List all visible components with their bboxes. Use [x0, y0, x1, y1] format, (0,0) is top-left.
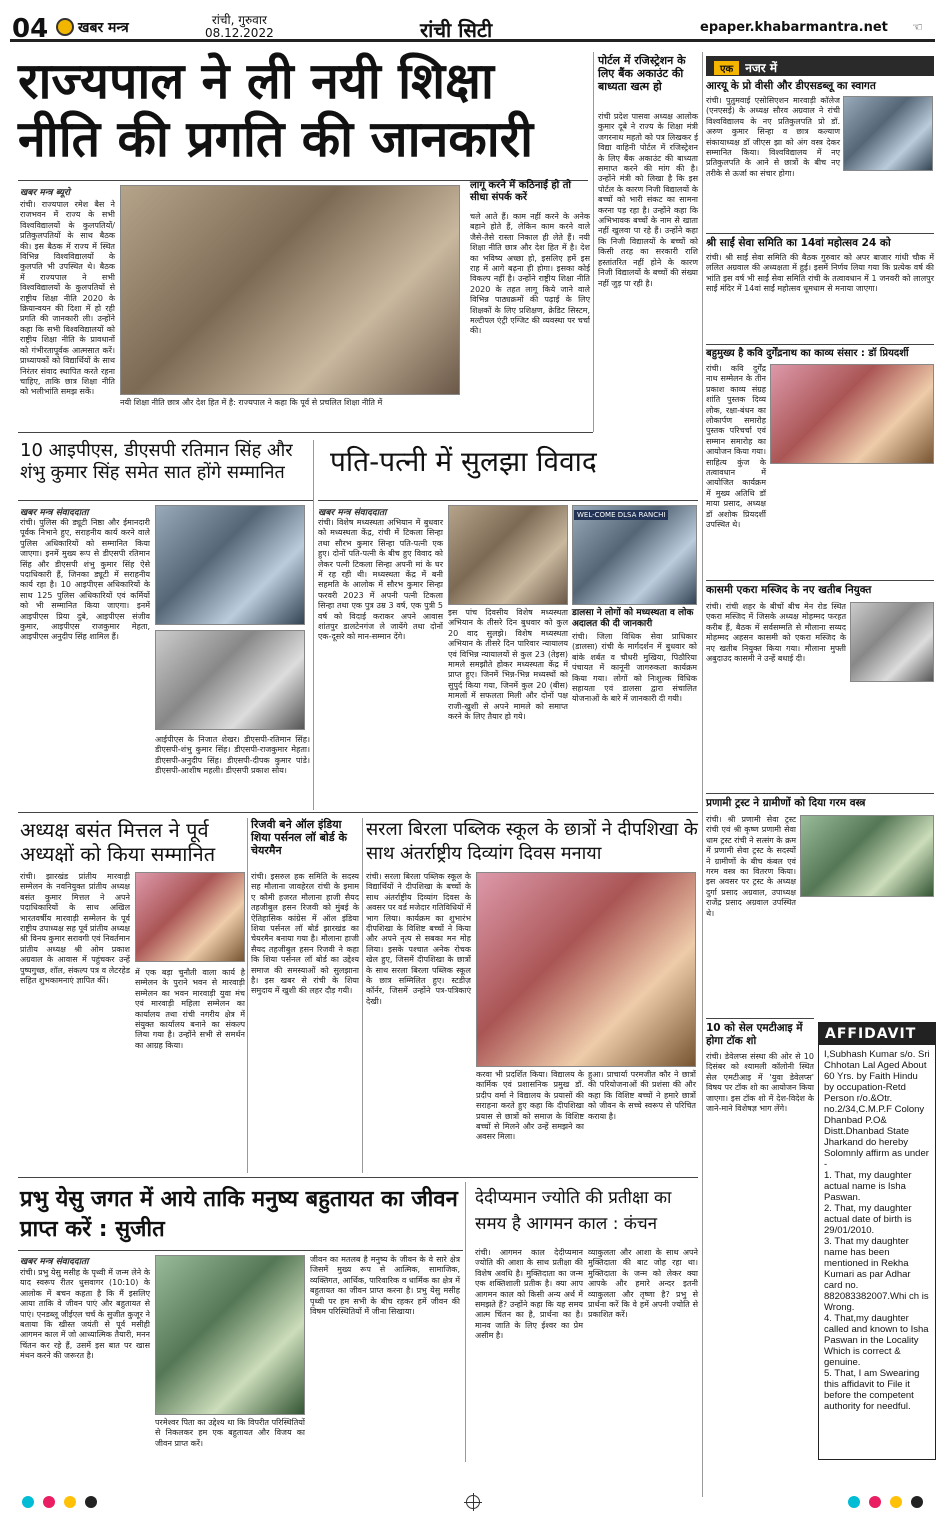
ips-byline: खबर मन्त्र संवाददाता	[20, 508, 89, 518]
divider	[18, 812, 698, 813]
nazar-s6-body: रांची। डेवेलप्स संस्था की ओर से 10 दिसंबर को श्यामली कॉलोनी स्थित सेल एमटीआइ में 'युवा डेवेलप्स' विषय पर टॉक शो का आयोजन किया जाएगा। इस टॉक शो में देश-विदेश के जाने-माने विशेषज्ञ भाग लेंगे।	[706, 1052, 814, 1114]
prabhu-byline: खबर मन्त्र संवाददाता	[20, 1257, 89, 1267]
affidavit-body	[819, 1045, 935, 1416]
lead-body: रांची। राज्यपाल रमेश बैस ने राजभवन में राज्य के सभी विश्वविद्यालयों के कुलपतियों/प्रतिकुलपतियों के साथ बैठक की। इस बैठक में राज्य में स्थित विभिन्न विश्वविद्यालयों के कुलपति भी उपस्थित थे। बैठक में राज्यपाल ने सभी विश्वविद्यालयों के कुलपतियों से राष्ट्रीय शिक्षा नीति 2020 के क्रियान्वयन की दिशा में हो रही प्रगति की जानकारी ली। उन्होंने कहा कि सभी विश्वविद्यालयों को राष्ट्रीय शिक्षा नीति के प्रावधानों को गंभीरतापूर्वक आत्मसात करें। प्राध्यापकों को विद्यार्थियों के साथ निरंतर संवाद स्थापित करते रहना चाहिए, ताकि छात्र शिक्षा नीति को भलीभांति समझ सकें।	[20, 200, 115, 397]
lead-photo-caption: नयी शिक्षा नीति छात्र और देश हित में है: राज्यपाल ने कहा कि पूर्व से प्रचलित शिक्षा नीति में	[120, 398, 383, 407]
basant-body: रांची। झारखंड प्रांतीय मारवाड़ी सम्मेलन के नवनियुक्त प्रांतीय अध्यक्ष बसंत कुमार मित्तल ने अपने पदाधिकारियों के साथ अखिल भारतवर्षीय मारवाड़ी सम्मेलन के पूर्व राष्ट्रीय उपाध्यक्ष सह पूर्व प्रांतीय अध्यक्ष श्री विनय कुमार सरावगी एवं निवर्तमान प्रांतीय अध्यक्ष श्री ओम प्रकाश अग्रवाल के आवास में पहुंचकर उन्हें पुष्पगुच्छ, शॉल, संकल्प पत्र व लेटरहेड सहित शुभकामनाएं ज्ञापित कीं।	[20, 872, 130, 986]
divider	[706, 793, 934, 794]
affidavit-intro: I,Subhash Kumar s/o. Sri Chhotan Lal Aged About 60 Yrs. by Faith Hindu by occupation-Retd Person r/o.&Otr. no.2/34,C.M.P.F Colony Dhanbad P.O& Distt.Dhanbad State Jharkand do hereby Solomnly affirm as under -	[824, 1049, 930, 1170]
column-rule	[465, 1182, 466, 1462]
lead-byline: खबर मन्त्र ब्यूरो	[20, 188, 70, 198]
ips-photo-1	[155, 505, 305, 625]
dateline	[205, 14, 274, 40]
nazar-s3-body-a	[706, 364, 766, 530]
ips-caption: आईपीएस के निजात शेखर। डीएसपी-रतिमान सिंह। डीएसपी-शंभु कुमार सिंह। डीएसपी-राजकुमार मेहता। डीएसपी-अनुदीप सिंह। डीएसपी-दीपक कुमार पांडे। डीएसपी-आशीष महली। डीएसपी प्रकाश सोय।	[155, 735, 310, 776]
affidavit-point-3: 3. That my daughter name has been mentioned in Rekha Kumari as par Adhar card no. 882083382007.Whi ch is Wrong.	[824, 1236, 929, 1313]
section-title: रांची सिटी	[420, 18, 493, 42]
magenta-dot-icon	[43, 1496, 55, 1508]
ips-photo-2	[155, 630, 305, 730]
city-day: रांची, गुरुवार	[211, 13, 267, 27]
nazar-s5-body: रांची। श्री प्रणामी सेवा ट्रस्ट रांची एवं श्री कृष्ण प्रणामी सेवा धाम ट्रस्ट रांची ने सत्संग के क्रम में प्रणामी सेवा ट्रस्ट के सदस्यों ने ग्रामीणों के बीच कंबल एवं गरम वस्त्र का वितरण किया। इस अवसर पर ट्रस्ट के अध्यक्ष दुर्गा प्रसाद अग्रवाल, उपाध्यक्ष राजेंद्र प्रसाद अग्रवाल उपस्थित थे।	[706, 815, 796, 918]
footer-color-marks	[20, 1495, 925, 1509]
nazar-s4-photo	[850, 602, 934, 682]
spouse-byline: खबर मन्त्र संवाददाता	[318, 508, 387, 518]
black-dot-icon	[911, 1496, 923, 1508]
deepyaman-body: रांची। आगमन काल देदीप्यमान ज्योति की आशा के साथ प्रतीक्षा की विशेष अवधि है। मुक्तिदाता का जन्म एक शक्तिशाली प्रतीक है। क्या आप आगमन काल को किसी अन्य अर्थ में समझते हैं? उन्होंने कहा कि यह समय आत्म चिंतन का है, प्रार्थना का है। मानव जाति के लिए ईश्वर का प्रेम असीम है।	[475, 1248, 583, 1341]
basant-headline: अध्यक्ष बसंत मित्तल ने पूर्व अध्यक्षों को किया सम्मानित	[20, 818, 216, 866]
sarla-headline: सरला बिरला पब्लिक स्कूल के छात्रों ने दीपशिखा के साथ अंतर्राष्ट्रीय दिव्यांग दिवस मनाया	[366, 819, 698, 864]
nazar-s4-body: रांची। रांची शहर के बीचों बीच मेन रोड स्थित एकरा मस्जिद में जिसके अध्यक्ष मोहम्मद फरहत करीब हैं, बैठक में सर्वसम्मति से मौलाना सय्यद मोहम्मद अहसन कासमी को एकरा मस्जिद के नए खतीब नियुक्त किया गया। मौलाना मुफ्ती अबुदाउद कासमी ने उन्हें बधाई दी।	[706, 602, 846, 664]
nazar-s5-photo	[800, 815, 934, 897]
affidavit-point-2: 2. That, my daughter actual date of birth is 29/01/2010.	[824, 1203, 912, 1236]
color-dots-right	[846, 1493, 925, 1512]
portal-body: रांची प्रदेश पासवा अध्यक्ष आलोक कुमार दूबे ने राज्य के शिक्षा मंत्री जगरनाथ महतो को पत्र लिखकर ई विद्या वाहिनी पोर्टल में रजिस्ट्रेशन के लिए बैंक अकाउंट की बाध्यता समाप्त करने की मांग की है। उन्होंने मंत्री को लिखा है कि इस पोर्टल के कारण निजी विद्यालयों के बच्चों को भारी संकट का सामना करना पड़ रहा है। उन्होंने कहा कि अभिभावक बच्चों के नाम से खाता नहीं खुलवा पा रहे हैं। उन्होंने कहा कि निजी विद्यालयों के बच्चों को किसी तरह का सरकारी राशि हस्तांतरित नहीं होने के कारण निजी विद्यालयों के बच्चों की संख्या नहीं जुड़ पा रही है।	[598, 112, 698, 288]
divider	[18, 500, 313, 501]
nazar-s2-body: रांची। श्री साईं सेवा समिति की बैठक गुरुवार को अपर बाजार गांधी चौक में ललित अग्रवाल की अध्यक्षता में हुई। इसमें निर्णय लिया गया कि प्रत्येक वर्ष की भांति इस वर्ष भी साईं सेवा समिति रांची के तत्वावधान में 1 जनवरी को लालपुर साईं मंदिर में 14वां साईं महोत्सव धूमधाम से मनाया जाएगा।	[706, 253, 934, 294]
rizvi-body: रांची। इसरुल हक समिति के सदस्य सह मौलाना जावहेरल रांची के इमाम ए कौमी हजरत मौलाना हाजी सैयद तहजीबुल हसन रिजवी को मुंबई के ऐतिहासिक कांग्रेस में ऑल इंडिया शिया पर्सनल लॉ बोर्ड झारखंड का चेयरमैन बनाया गया है। मौलाना हाजी सैयद तहजीबुल हसन रिजवी ने कहा कि शिया पर्सनल लॉ बोर्ड का उद्देश्य समाज की समस्याओं को सुलझाना है। इस खबर से रांची के शिया समुदाय में खुशी की लहर दौड़ गयी।	[251, 872, 359, 996]
brand-logo-icon	[56, 18, 74, 36]
color-dots-left	[20, 1493, 99, 1512]
nazar-header	[706, 56, 934, 76]
page-number: 04	[12, 14, 49, 44]
dlsa-body: रांची। जिला विधिक सेवा प्राधिकार (डालसा) रांची के मार्गदर्शन में बुधवार को बांके शर्बत व चौधरी मुखिया, पिठौरिया पंचायत में कानूनी जागरुकता कार्यक्रम किया गया। लोगों को निःशुल्क विधिक सहायता एवं डालसा द्वारा संचालित योजनाओं के बारे में जानकारी दी गयी।	[572, 632, 697, 704]
brand-name: खबर मन्त्र	[78, 20, 129, 36]
sarla-photo	[476, 872, 696, 1067]
nazar-s1-photo	[843, 96, 933, 171]
prabhu-body-2: जीवन का मतलब है मनुष्य के जीवन के वे सारे क्षेत्र जिसमें मुख्य रूप से आत्मिक, सामाजिक, व्यक्तिगत, आर्थिक, पारिवारिक व धार्मिक का क्षेत्र में बहुतायत का जीवन प्राप्त करना है। प्रभु येसु मसीह पृथ्वी पर हम सभी के बीच रहकर हमें जीवन की विषम परिस्थितियों में जीना सिखाया।	[310, 1255, 460, 1317]
column-rule	[702, 52, 703, 1497]
ips-body: रांची। पुलिस की ड्यूटी निष्ठा और ईमानदारी पूर्वक निभाने हुए, सराहनीय कार्य करने वाले पुलिस अधिकारियों को सम्मानित किया जाएगा। इनमें मुख्य रूप से डीएसपी रतिमान सिंह और डीएसपी शंभु कुमार सिंह ऐसे पदाधिकारी हैं, जिनका ड्यूटी में सराहनीय कार्य रहा है। 10 आइपीएस अधिकारियों के साथ 125 पुलिस अधिकारियों एवं कर्मियों को भी सम्मानित किया जाएगा। इनमें आइपीएस प्रिया दुबे, आइपीएस संजीव कुमार, आइपीएस राजकुमार मेहता, आइपीएस अनुदीप सिंह शामिल हैं।	[20, 518, 150, 642]
spouse-photo-1	[448, 505, 568, 605]
black-dot-icon	[85, 1496, 97, 1508]
prabhu-photo	[155, 1255, 305, 1415]
nazar-s5-headline: प्रणामी ट्रस्ट ने ग्रामीणों को दिया गरम वस्त्र	[706, 797, 866, 809]
lead-subhead: लागू करने में कठिनाई हो तो सीधा संपर्क करें	[470, 180, 572, 203]
nazar-s6-headline: 10 को सेल एमटीआइ में होगा टॉक शो	[706, 1022, 803, 1047]
divider	[18, 1250, 463, 1251]
divider	[706, 344, 934, 345]
prabhu-body: रांची। प्रभु येसु मसीह के पृथ्वी में जन्म लेने के याद स्वरूप रीतर धुसवागर (10:10) के आलोक में बचन कहता है कि मैं इसलिए आया ताकि वे जीवन पाएं और बहुतायत से पाएं। एनडब्लू जीईएल चर्च के सुजीत कुजूर ने बताया कि खीस्त जयंती से पूर्व मसीही आगमन काल में जो आध्यात्मिक तैयारी, मनन चिंतन कर रहे हैं, उसमें इस बात पर खास मंथन करने की जरूरत है।	[20, 1268, 150, 1361]
prabhu-headline: प्रभु येसु जगत में आये ताकि मनुष्य बहुतायत का जीवन प्राप्त करें : सुजीत	[20, 1187, 458, 1242]
prabhu-caption: परमेश्वर पिता का उद्देश्य था कि विपरीत परिस्थितियों से निकलकर हम एक बहुतायत और विजय का जीवन प्राप्त करें।	[155, 1418, 305, 1448]
registration-mark-icon	[466, 1495, 480, 1509]
column-rule	[362, 818, 363, 1173]
divider	[318, 500, 698, 501]
issue-date: 08.12.2022	[205, 26, 274, 40]
cyan-dot-icon	[848, 1496, 860, 1508]
lead-headline: राज्यपाल ने ली नयी शिक्षा नीति की प्रगति की जानकारी	[18, 51, 534, 168]
yellow-dot-icon	[64, 1496, 76, 1508]
nazar-s1-headline: आरयू के प्रो वीसी और डीएसडब्लू का स्वागत	[706, 80, 876, 92]
divider	[18, 432, 593, 433]
nazar-tag: एक	[714, 61, 739, 75]
divider	[706, 580, 934, 581]
column-rule	[593, 52, 594, 432]
rizvi-headline: रिजवी बने ऑल इंडिया शिया पर्सनल लॉ बोर्ड के चेयरमैन	[251, 818, 347, 858]
lead-photo	[120, 185, 460, 395]
dlsa-banner: WEL-COME DLSA RANCHI	[574, 510, 668, 520]
ips-headline: 10 आइपीएस, डीएसपी रतिमान सिंह और शंभु कुमार सिंह समेत सात होंगे सम्मानित	[20, 440, 293, 483]
yellow-dot-icon	[890, 1496, 902, 1508]
divider	[706, 233, 934, 234]
cyan-dot-icon	[22, 1496, 34, 1508]
magenta-dot-icon	[869, 1496, 881, 1508]
column-rule	[247, 818, 248, 1173]
lead-body-2: चले आते हैं। काम नहीं करने के अनेक बहाने होते हैं, लेकिन काम करने वाले जैसे-तैसे रास्ता निकाल ही लेते हैं। नयी शिक्षा नीति छात्र और देश हित में है। देश का भविष्य अच्छा हो, इसलिए हमें इस राह में आगे बढ़ना ही होगा। इसका कोई विकल्प नहीं है। उन्होंने राष्ट्रीय शिक्षा नीति 2020 के तहत लागू किये जाने वाले विभिन्न पाठ्यक्रमों की पढ़ाई के लिए शिक्षकों के लिए प्रशिक्षण, क्रेडिट सिस्टम, मल्टीपल एंट्री एग्जिट की व्यवस्था पर चर्चा की।	[470, 212, 590, 336]
affidavit-title: AFFIDAVIT	[819, 1023, 935, 1045]
sarla-body: रांची। सरला बिरला पब्लिक स्कूल के विद्यार्थियों ने दीपशिखा के बच्चों के साथ अंतर्राष्ट्रीय दिव्यांग दिवस के अवसर पर वर्ड मजेदार गतिविधियों में भाग लिया। कार्यक्रम का शुभारंभ दीपशिखा के विशिष्ट बच्चों ने किया और अपने नृत्य से सबका मन मोह लिया। इसके पश्चात अनेक रोचक खेल हुए, जिसमें दीपशिखा के छात्रों के साथ सरला बिरला पब्लिक स्कूल के छात्र सम्मिलित हुए। स्टडीज़ कॉर्नर, जिसमें उन्होंने पत्र-पत्रिकाएं देखी।	[366, 872, 471, 1006]
epaper-link[interactable]: epaper.khabarmantra.net	[700, 20, 888, 35]
nazar-title: नजर में	[745, 61, 778, 75]
sarla-caption: करवा भी प्रदर्शित किया। विद्यालय के कार्मिक एवं प्रशासनिक प्रमुख डॉ. प्रदीप वर्मा ने विद्यालय के प्रयासों की सराहना करते हुए कहा कि दीपशिखा प्रयास से छात्रों को समाज के विशिष्ट बच्चों से मिलने और उन्हें समझने का अवसर मिला।	[476, 1070, 584, 1142]
dlsa-subhead: डालसा ने लोगों को मध्यस्थता व लोक अदालत की दी जानकारी	[572, 608, 694, 629]
affidavit-point-4: 4. That,my daughter called and known to Isha Paswan in the Locality Which is correct & genuine.	[824, 1313, 929, 1368]
spouse-photo-2	[572, 505, 697, 605]
sarla-caption-2: हुआ। प्राचार्या परमजीत कौर ने छात्रों की परियोजनाओं की प्रशंसा की और कहा कि विशिष्ट बच्चों ने हमारे छात्रों को जीवन के सच्चे स्वरूप से परिचित कराया है।	[588, 1070, 696, 1121]
nazar-s2-headline: श्री साईं सेवा समिति का 14वां महोत्सव 24 को	[706, 237, 891, 249]
nazar-s3-photo	[770, 364, 934, 464]
spouse-headline: पति-पत्नी में सुलझा विवाद	[330, 445, 597, 478]
spouse-body: रांची। विशेष मध्यस्थता अभियान में बुधवार को मध्यस्थता केंद्र, रांची में टिकला सिन्हा तथा सौरभ कुमार सिन्हा पति-पत्नी एक हुए। दोनों पति-पत्नी के बीच हुए विवाद को लेकर पत्नी टिकला सिन्हा अपनी मां के घर में रह रही थी। मध्यस्थता केंद्र में बनी सहमति के आलोक में सौरभ कुमार सिन्हा फरवरी 2023 में अपनी पत्नी टिकला सिन्हा तथा एक पुत्र उम्र 3 वर्ष, एक पुत्री 5 वर्ष को विदाई कराकर अपने आवास शांतपुर डालटेनगंज ले जायेंगे तथा दोनों एक-दूसरे को मान-सम्मान देंगे।	[318, 518, 443, 642]
divider	[18, 1177, 698, 1178]
deepyaman-body-2: व्याकुलता और आशा के साथ अपने मुक्तिदाता की बाट जोह रहा था। मुक्तिदाता के जन्म को लेकर क्या आपके और हमारे अन्दर इतनी व्याकुलता और तृष्णा है? प्रभु से प्रार्थना करें कि वे हमें अपनी ज्योति से प्रकाशित करें।	[588, 1248, 698, 1320]
divider	[706, 1018, 814, 1019]
basant-body-2: में एक बड़ा चुनौती वाला कार्य है सम्मेलन के पुराने भवन से मारवाड़ी सम्मेलन का भवन मारवाड़ी युवा मंच एवं मारवाड़ी महिला सम्मेलन का कार्यालय तथा रांची नगरीय क्षेत्र में संयुक्त कार्यालय बनाने का संकल्प लिया गया है। उन्होंने सभी से समर्थन का आग्रह किया।	[135, 968, 245, 1050]
affidavit-box	[818, 1022, 936, 1460]
affidavit-point-1: 1. That, my daughter actual name is Isha Paswan.	[824, 1170, 912, 1203]
basant-photo	[135, 872, 245, 962]
deepyaman-headline: देदीप्यमान ज्योति की प्रतीक्षा का समय है आगमन काल : कंचन	[475, 1188, 672, 1234]
nazar-s3-headline: बहुमुख्य है कवि दुर्गेंद्रनाथ का काव्य संसार : डॉ प्रियदर्शी	[706, 348, 909, 359]
nazar-s1-body: रांची। पुतुमवाई एसोसिएशन मारवाड़ी कॉलेज (एनएसई) के अध्यक्ष सौरव अग्रवाल ने रांची विश्वविद्यालय के नए प्रतिकुलपति प्रो डॉ. अरुण कुमार सिन्हा व छात्र कल्याण संकायाध्यक्ष डॉ जीएस झा को अंग वस्त्र देकर सम्मानित किया। विश्वविद्यालय में नए प्रतिकुलपति के आने से छात्रों के बीच नए तरीके से ऊर्जा का संचार होगा।	[706, 96, 840, 178]
cursor-hand-icon: ☜	[912, 20, 923, 34]
affidavit-point-5: 5. That, I am Swearing this affidavit to File it before the competent authority for needful.	[824, 1368, 920, 1412]
spouse-body-2: इस पांच दिवसीय विशेष मध्यस्थता अभियान के तीसरे दिन बुधवार को कुल 20 वाद सुलझे। विशेष मध्यस्थता अभियान के तीसरे दिन पारिवार न्यायालय एवं विभिन्न न्यायालयों से कुल 23 (तेइस) मामले समझौते होकर मध्यस्थता केंद्र में प्राप्त हुए। जिनमें भिन्न-भिन्न मध्यस्थों को सुपुर्द किया गया, जिनमें कुल 20 (बीस) मामलों में सफलता मिली और दोनों पक्ष राजी-खुशी से अपने मामले को समाप्त करने के लिए तैयार हो गये।	[448, 608, 568, 722]
column-rule	[313, 440, 314, 810]
nazar-s3-body: रांची। कवि दुर्गेंद्र नाथ सम्मेलन के तीन प्रकाश काव्य संग्रह शांति पुस्तक दिव्य लोक, रक्षा-बंधन का लोकार्पण समारोह पुस्तक परिचर्चा एवं सम्मान समारोह का आयोजन किया गया। साहित्य कुंज के तत्वावधान में आयोजित कार्यक्रम में मुख्य अतिथि डॉ माया प्रसाद, अध्यक्ष डॉ अशोक प्रियदर्शी उपस्थित थे।	[706, 364, 766, 530]
nazar-s4-headline: कासमी एकरा मस्जिद के नए खतीब नियुक्त	[706, 584, 872, 596]
portal-headline: पोर्टल में रजिस्ट्रेशन के लिए बैंक अकाउंट की बाध्यता खत्म हो	[598, 54, 686, 94]
